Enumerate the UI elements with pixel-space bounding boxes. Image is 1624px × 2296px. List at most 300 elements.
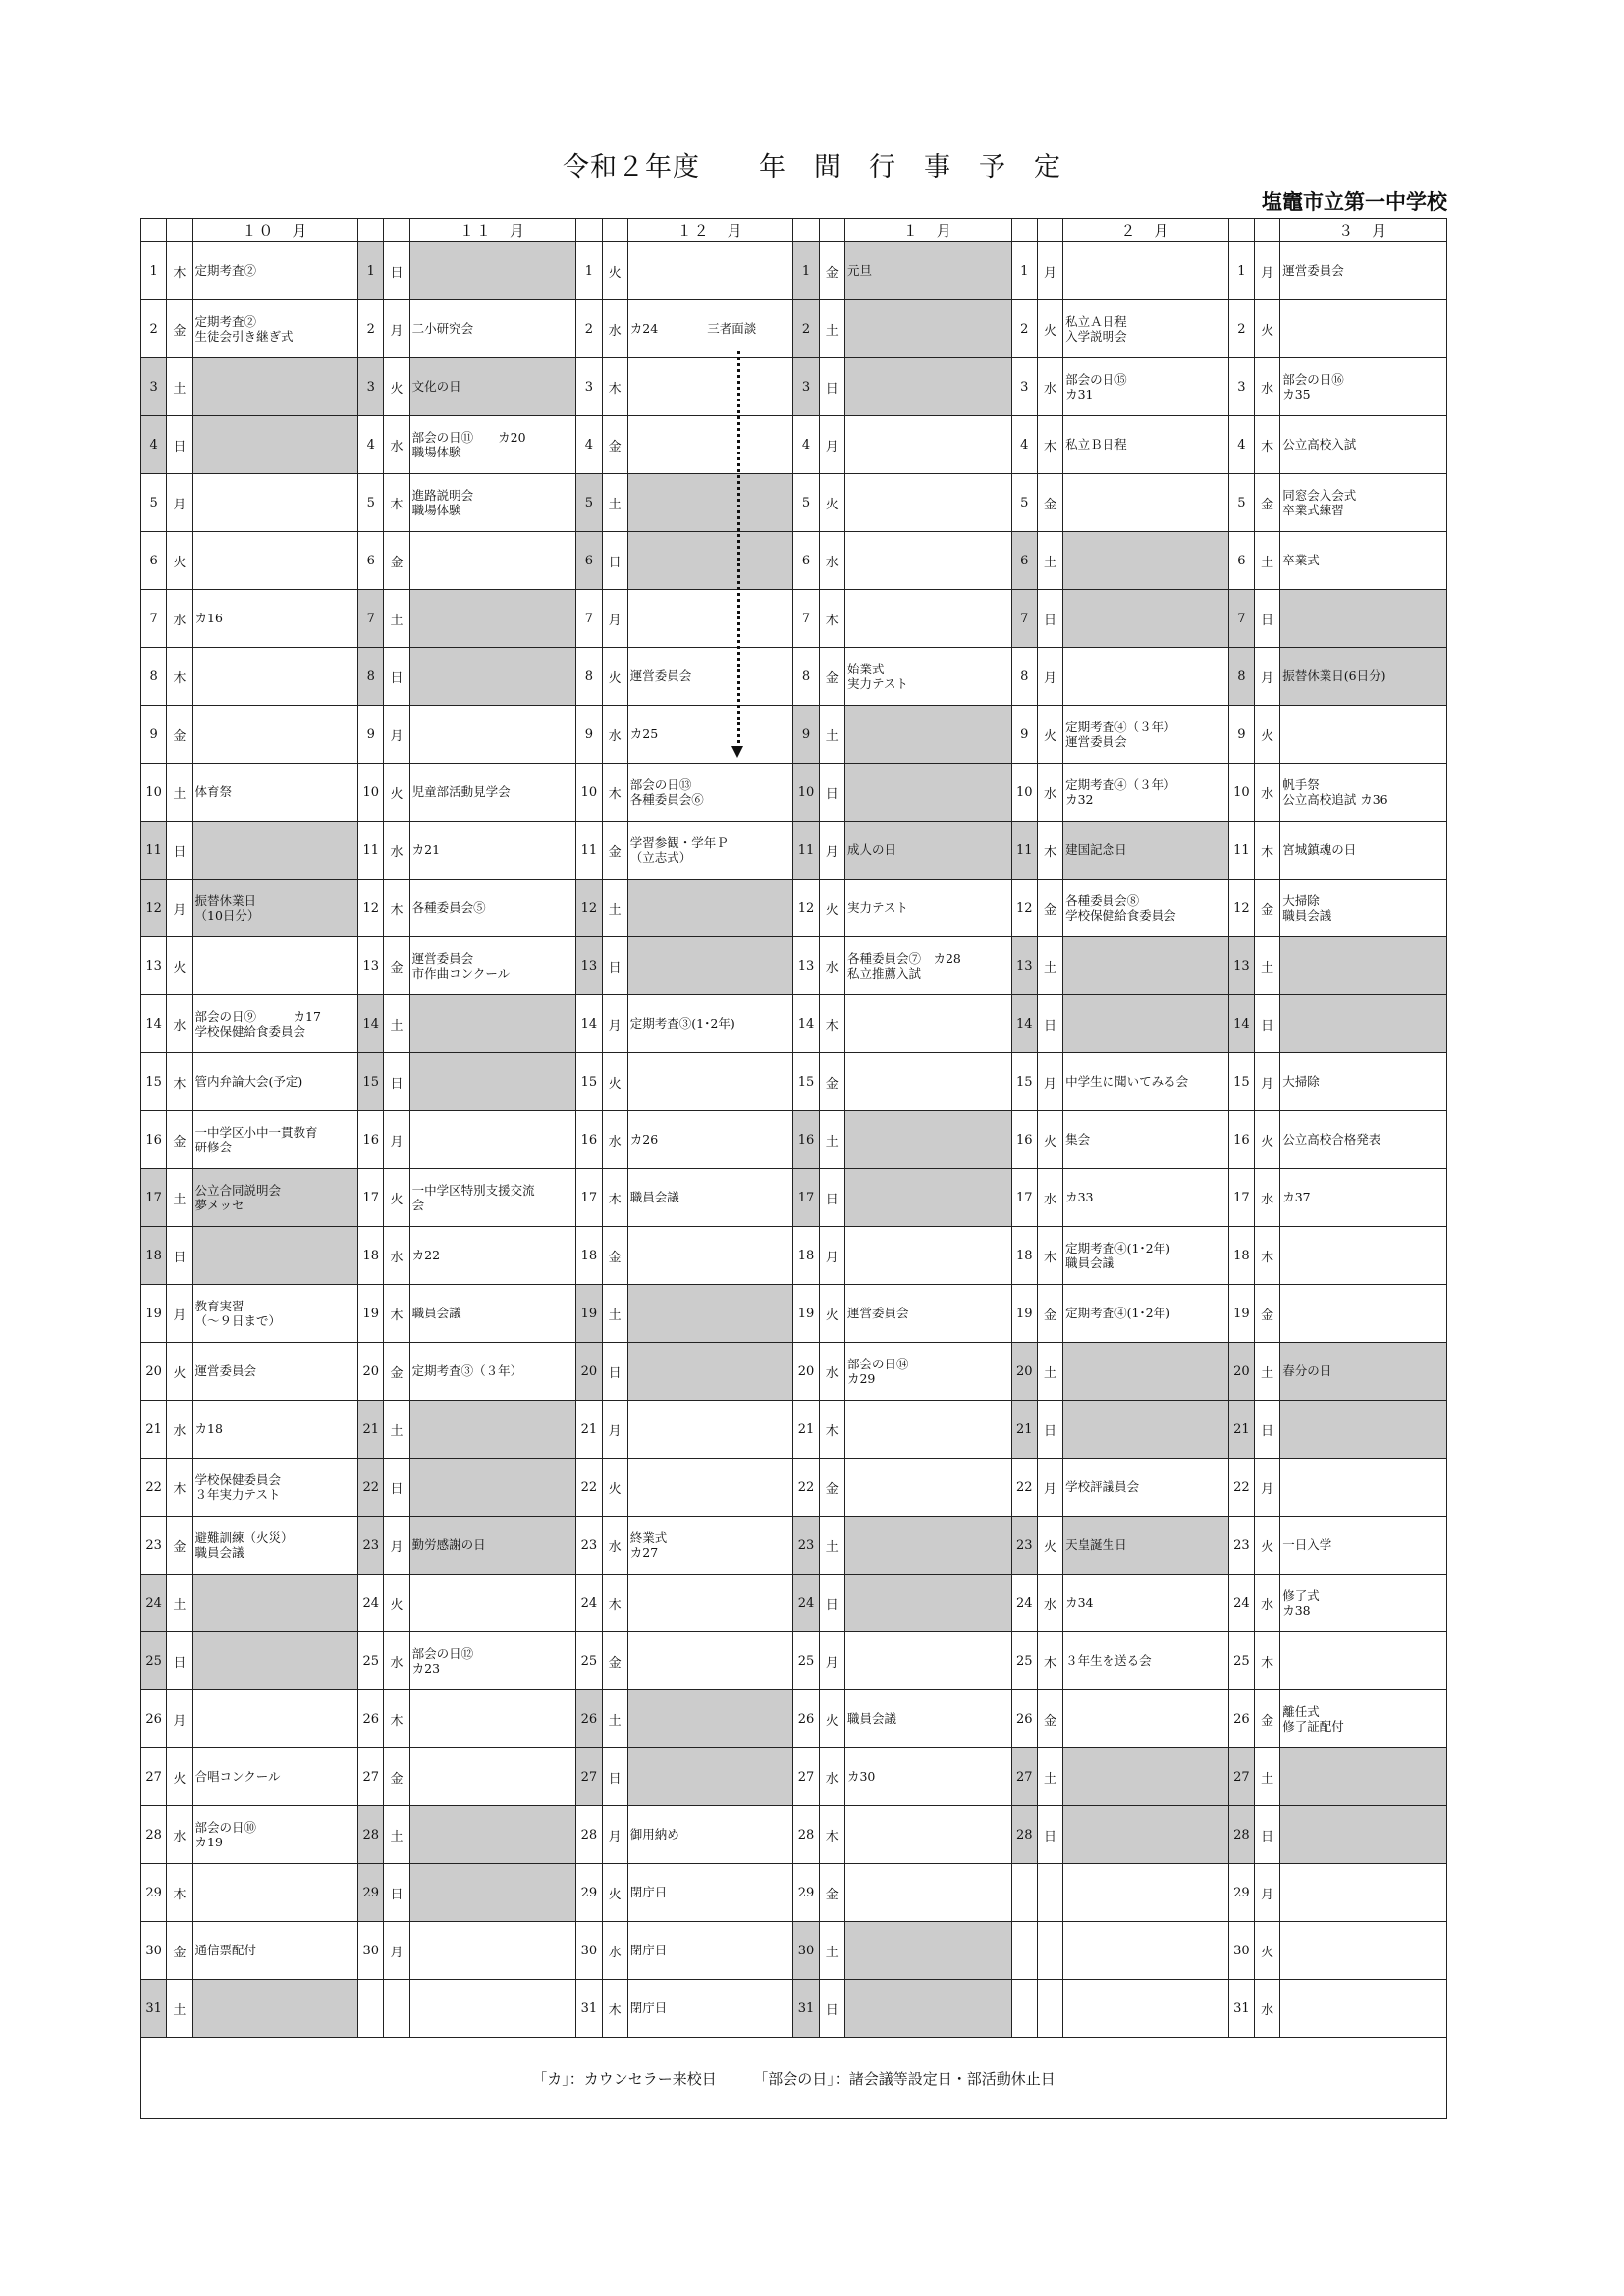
weekday: 金 [167, 300, 192, 358]
school-name: 塩竈市立第一中学校 [1262, 190, 1447, 214]
weekday: 火 [602, 1864, 627, 1922]
day-number: 19 [358, 1285, 384, 1343]
weekday: 金 [1254, 1285, 1279, 1343]
event-cell: 部会の日⑬ 各種委員会⑥ [627, 764, 793, 822]
event-cell [844, 1632, 1011, 1690]
weekday: 水 [384, 416, 409, 474]
event-cell: 宮城鎮魂の日 [1280, 822, 1447, 880]
event-cell [1063, 590, 1229, 648]
event-cell: 公立合同説明会 夢メッセ [192, 1169, 358, 1227]
event-cell [1280, 1806, 1447, 1864]
weekday: 月 [602, 1401, 627, 1459]
day-number: 3 [1228, 358, 1254, 416]
event-cell [844, 474, 1011, 532]
day-row [141, 1748, 1447, 1806]
day-number: 19 [141, 1285, 167, 1343]
event-cell [192, 822, 358, 880]
weekday: 土 [602, 880, 627, 937]
event-cell [409, 1111, 576, 1169]
event-cell: 公立高校合格発表 [1280, 1111, 1447, 1169]
weekday: 火 [602, 648, 627, 706]
day-number: 26 [793, 1690, 819, 1748]
day-number: 5 [793, 474, 819, 532]
day-number: 28 [1011, 1806, 1037, 1864]
weekday: 火 [167, 532, 192, 590]
event-cell: 同窓会入会式 卒業式練習 [1280, 474, 1447, 532]
event-cell [627, 1401, 793, 1459]
day-number: 28 [358, 1806, 384, 1864]
day-number: 29 [1228, 1864, 1254, 1922]
weekday: 月 [819, 1227, 844, 1285]
day-number: 1 [1228, 242, 1254, 300]
day-number: 20 [141, 1343, 167, 1401]
weekday: 木 [384, 1285, 409, 1343]
event-cell [409, 1575, 576, 1632]
day-number [1011, 1922, 1037, 1980]
day-number: 23 [793, 1517, 819, 1575]
day-number: 3 [1011, 358, 1037, 416]
weekday: 月 [1254, 1864, 1279, 1922]
event-cell [409, 1459, 576, 1517]
day-number: 24 [358, 1575, 384, 1632]
day-number: 6 [1011, 532, 1037, 590]
event-cell [192, 358, 358, 416]
day-number: 29 [358, 1864, 384, 1922]
weekday: 火 [819, 880, 844, 937]
weekday: 水 [384, 1632, 409, 1690]
event-cell [1063, 1980, 1229, 2038]
day-number: 12 [576, 880, 602, 937]
event-cell: 御用納め [627, 1806, 793, 1864]
header-blank [1228, 219, 1254, 242]
event-cell [844, 416, 1011, 474]
event-cell: 部会の日⑨ カ17 学校保健給食委員会 [192, 995, 358, 1053]
event-cell: 春分の日 [1280, 1343, 1447, 1401]
day-number: 30 [576, 1922, 602, 1980]
event-cell: 定期考査④（３年） カ32 [1063, 764, 1229, 822]
month-header: ３ 月 [1280, 219, 1447, 242]
day-number: 4 [1228, 416, 1254, 474]
weekday [1037, 1922, 1062, 1980]
weekday: 火 [384, 358, 409, 416]
weekday: 水 [1254, 1575, 1279, 1632]
weekday: 金 [1254, 1690, 1279, 1748]
day-number: 12 [793, 880, 819, 937]
weekday: 金 [1254, 880, 1279, 937]
day-number: 11 [358, 822, 384, 880]
day-number: 4 [576, 416, 602, 474]
event-cell: 天皇誕生日 [1063, 1517, 1229, 1575]
month-header: ２ 月 [1063, 219, 1229, 242]
weekday: 木 [167, 1864, 192, 1922]
day-number: 12 [358, 880, 384, 937]
weekday: 火 [819, 474, 844, 532]
day-number: 16 [141, 1111, 167, 1169]
weekday: 日 [1254, 1806, 1279, 1864]
weekday: 木 [1254, 822, 1279, 880]
footnote-row [141, 2038, 1447, 2119]
day-number: 9 [793, 706, 819, 764]
weekday: 水 [167, 1806, 192, 1864]
event-cell [1280, 937, 1447, 995]
event-cell: 進路説明会 職場体験 [409, 474, 576, 532]
event-cell [844, 1227, 1011, 1285]
event-cell: 閉庁日 [627, 1864, 793, 1922]
day-number: 23 [358, 1517, 384, 1575]
event-cell: 教育実習 （～９日まで） [192, 1285, 358, 1343]
day-number: 16 [793, 1111, 819, 1169]
day-number: 4 [1011, 416, 1037, 474]
weekday: 火 [384, 1575, 409, 1632]
weekday: 水 [602, 1111, 627, 1169]
weekday: 月 [167, 474, 192, 532]
event-cell: 終業式 カ27 [627, 1517, 793, 1575]
day-number: 27 [141, 1748, 167, 1806]
event-cell: 管内弁論大会(予定) [192, 1053, 358, 1111]
day-number: 1 [141, 242, 167, 300]
weekday [1037, 1864, 1062, 1922]
event-cell: カ18 [192, 1401, 358, 1459]
weekday: 月 [384, 706, 409, 764]
event-cell [1063, 474, 1229, 532]
title-year: 令和２年度 [563, 152, 700, 183]
day-number: 23 [1011, 1517, 1037, 1575]
event-cell [192, 1575, 358, 1632]
weekday: 月 [384, 1111, 409, 1169]
day-number: 19 [576, 1285, 602, 1343]
weekday: 水 [602, 706, 627, 764]
day-number: 6 [1228, 532, 1254, 590]
day-row [141, 590, 1447, 648]
event-cell: 一中学区小中一貫教育 研修会 [192, 1111, 358, 1169]
event-cell [627, 880, 793, 937]
weekday: 水 [167, 590, 192, 648]
title-main: 年 間 行 事 予 定 [759, 152, 1061, 183]
day-number [1011, 1980, 1037, 2038]
event-cell [1063, 1922, 1229, 1980]
event-cell: 各種委員会⑦ カ28 私立推薦入試 [844, 937, 1011, 995]
event-cell [1280, 1748, 1447, 1806]
day-number: 3 [358, 358, 384, 416]
day-number: 16 [576, 1111, 602, 1169]
weekday: 月 [1254, 1053, 1279, 1111]
weekday: 金 [602, 1227, 627, 1285]
weekday: 水 [1254, 764, 1279, 822]
day-number: 14 [141, 995, 167, 1053]
event-cell [1280, 1980, 1447, 2038]
day-number: 28 [793, 1806, 819, 1864]
event-cell [192, 1690, 358, 1748]
day-number: 3 [576, 358, 602, 416]
day-number: 9 [576, 706, 602, 764]
day-number: 6 [141, 532, 167, 590]
weekday: 木 [1037, 1632, 1062, 1690]
day-number: 9 [141, 706, 167, 764]
weekday: 火 [1037, 706, 1062, 764]
weekday: 日 [819, 1980, 844, 2038]
event-cell [844, 300, 1011, 358]
weekday: 火 [1037, 300, 1062, 358]
event-cell: 実力テスト [844, 880, 1011, 937]
day-number: 30 [141, 1922, 167, 1980]
day-number: 13 [576, 937, 602, 995]
event-cell: 定期考査② [192, 242, 358, 300]
weekday: 月 [1037, 648, 1062, 706]
event-cell: 合唱コンクール [192, 1748, 358, 1806]
event-cell: 定期考査④(1･2年) 職員会議 [1063, 1227, 1229, 1285]
day-number: 30 [1228, 1922, 1254, 1980]
header-blank [793, 219, 819, 242]
event-cell [627, 1748, 793, 1806]
event-cell: 二小研究会 [409, 300, 576, 358]
event-cell [1063, 1748, 1229, 1806]
day-number: 6 [576, 532, 602, 590]
event-cell [1063, 1806, 1229, 1864]
event-cell: 中学生に聞いてみる会 [1063, 1053, 1229, 1111]
event-cell: 閉庁日 [627, 1922, 793, 1980]
weekday: 木 [384, 1690, 409, 1748]
weekday: 日 [1037, 590, 1062, 648]
event-cell [627, 937, 793, 995]
day-number: 5 [1228, 474, 1254, 532]
day-number: 13 [358, 937, 384, 995]
weekday: 月 [384, 1517, 409, 1575]
day-number: 17 [358, 1169, 384, 1227]
event-cell: 一中学区特別支援交流 会 [409, 1169, 576, 1227]
weekday: 水 [602, 1517, 627, 1575]
day-number: 18 [576, 1227, 602, 1285]
day-number: 4 [358, 416, 384, 474]
day-row [141, 822, 1447, 880]
day-number: 24 [141, 1575, 167, 1632]
event-cell [627, 532, 793, 590]
weekday: 水 [1037, 358, 1062, 416]
weekday: 金 [819, 1053, 844, 1111]
weekday: 土 [602, 1690, 627, 1748]
month-header: １０ 月 [192, 219, 358, 242]
event-cell: 体育祭 [192, 764, 358, 822]
event-cell: カ30 [844, 1748, 1011, 1806]
weekday: 日 [384, 648, 409, 706]
weekday: 火 [602, 1053, 627, 1111]
event-cell: 運営委員会 [844, 1285, 1011, 1343]
day-number: 10 [1228, 764, 1254, 822]
day-number: 10 [576, 764, 602, 822]
weekday: 木 [384, 474, 409, 532]
day-number: 2 [1228, 300, 1254, 358]
day-number: 25 [576, 1632, 602, 1690]
event-cell: 学校保健委員会 ３年実力テスト [192, 1459, 358, 1517]
day-number: 28 [1228, 1806, 1254, 1864]
day-number: 27 [1228, 1748, 1254, 1806]
event-cell [409, 242, 576, 300]
day-row [141, 764, 1447, 822]
day-number: 6 [793, 532, 819, 590]
event-cell [844, 1111, 1011, 1169]
weekday: 木 [1254, 1227, 1279, 1285]
day-number: 12 [141, 880, 167, 937]
day-number: 9 [358, 706, 384, 764]
event-cell: 閉庁日 [627, 1980, 793, 2038]
weekday: 金 [167, 706, 192, 764]
event-cell [192, 416, 358, 474]
day-number: 10 [1011, 764, 1037, 822]
weekday: 火 [1037, 1111, 1062, 1169]
weekday: 木 [819, 1806, 844, 1864]
day-number: 7 [1011, 590, 1037, 648]
arrow-down-icon [731, 746, 743, 758]
day-number: 29 [576, 1864, 602, 1922]
event-cell: 成人の日 [844, 822, 1011, 880]
day-number: 31 [793, 1980, 819, 2038]
day-number: 11 [793, 822, 819, 880]
weekday: 水 [602, 1922, 627, 1980]
day-number: 27 [576, 1748, 602, 1806]
event-cell: 児童部活動見学会 [409, 764, 576, 822]
header-blank [167, 219, 192, 242]
schedule-body [141, 219, 1447, 2119]
day-number: 5 [141, 474, 167, 532]
event-cell [844, 764, 1011, 822]
day-number: 2 [141, 300, 167, 358]
day-number: 20 [358, 1343, 384, 1401]
day-number: 19 [793, 1285, 819, 1343]
event-cell [627, 1343, 793, 1401]
event-cell [844, 1517, 1011, 1575]
weekday: 土 [819, 1517, 844, 1575]
event-cell [844, 1575, 1011, 1632]
day-row [141, 1632, 1447, 1690]
event-cell: 職員会議 [627, 1169, 793, 1227]
header-blank [602, 219, 627, 242]
weekday: 月 [167, 880, 192, 937]
weekday: 日 [1254, 995, 1279, 1053]
event-cell [1280, 706, 1447, 764]
day-number: 20 [1228, 1343, 1254, 1401]
day-number: 18 [141, 1227, 167, 1285]
weekday: 日 [819, 1575, 844, 1632]
weekday: 金 [819, 1864, 844, 1922]
day-number: 31 [576, 1980, 602, 2038]
page-title [0, 145, 1624, 184]
day-number: 12 [1011, 880, 1037, 937]
day-row [141, 532, 1447, 590]
day-number: 30 [358, 1922, 384, 1980]
day-number: 27 [1011, 1748, 1037, 1806]
day-number: 31 [141, 1980, 167, 2038]
weekday: 日 [602, 532, 627, 590]
weekday: 月 [602, 1806, 627, 1864]
day-number: 7 [141, 590, 167, 648]
weekday: 水 [819, 532, 844, 590]
weekday: 金 [819, 1459, 844, 1517]
weekday: 月 [602, 590, 627, 648]
day-number: 24 [1228, 1575, 1254, 1632]
day-number: 25 [358, 1632, 384, 1690]
weekday: 日 [1037, 995, 1062, 1053]
weekday: 火 [167, 1343, 192, 1401]
event-cell: 修了式 カ38 [1280, 1575, 1447, 1632]
event-cell [1280, 1864, 1447, 1922]
header-blank [1254, 219, 1279, 242]
day-row [141, 937, 1447, 995]
event-cell: カ22 [409, 1227, 576, 1285]
event-cell [1063, 648, 1229, 706]
event-cell: 職員会議 [844, 1690, 1011, 1748]
weekday: 土 [1254, 937, 1279, 995]
day-number: 11 [1011, 822, 1037, 880]
event-cell [627, 474, 793, 532]
day-number: 11 [141, 822, 167, 880]
weekday: 火 [1037, 1517, 1062, 1575]
weekday: 土 [167, 1169, 192, 1227]
event-cell [627, 358, 793, 416]
weekday: 土 [167, 358, 192, 416]
weekday: 木 [602, 1575, 627, 1632]
event-cell [1063, 1401, 1229, 1459]
day-number: 6 [358, 532, 384, 590]
weekday: 木 [167, 242, 192, 300]
day-row [141, 1227, 1447, 1285]
event-cell: 勤労感謝の日 [409, 1517, 576, 1575]
weekday: 日 [167, 822, 192, 880]
event-cell [192, 532, 358, 590]
month-header: １ 月 [844, 219, 1011, 242]
day-number: 21 [576, 1401, 602, 1459]
day-number: 19 [1011, 1285, 1037, 1343]
day-number: 17 [141, 1169, 167, 1227]
day-number: 9 [1228, 706, 1254, 764]
day-number: 13 [1011, 937, 1037, 995]
weekday: 日 [602, 1343, 627, 1401]
event-cell [409, 706, 576, 764]
event-cell [409, 1806, 576, 1864]
weekday: 木 [602, 1169, 627, 1227]
day-row [141, 1111, 1447, 1169]
event-cell: 一日入学 [1280, 1517, 1447, 1575]
day-row [141, 1401, 1447, 1459]
weekday: 土 [602, 474, 627, 532]
weekday: 金 [602, 822, 627, 880]
weekday: 金 [819, 242, 844, 300]
day-number: 1 [793, 242, 819, 300]
event-cell [627, 1053, 793, 1111]
weekday: 金 [602, 1632, 627, 1690]
weekday: 水 [384, 822, 409, 880]
day-number: 8 [793, 648, 819, 706]
weekday: 金 [1254, 474, 1279, 532]
day-number: 22 [1228, 1459, 1254, 1517]
event-cell [627, 242, 793, 300]
event-cell: 振替休業日(6日分) [1280, 648, 1447, 706]
weekday: 木 [819, 995, 844, 1053]
header-blank [141, 219, 167, 242]
day-row [141, 1806, 1447, 1864]
event-cell [1063, 1864, 1229, 1922]
weekday: 金 [167, 1517, 192, 1575]
day-number: 22 [793, 1459, 819, 1517]
day-number: 23 [576, 1517, 602, 1575]
event-cell [192, 1980, 358, 2038]
event-cell [844, 590, 1011, 648]
day-number: 24 [576, 1575, 602, 1632]
event-cell: 定期考査② 生徒会引き継ぎ式 [192, 300, 358, 358]
weekday: 火 [1254, 706, 1279, 764]
event-cell [409, 1690, 576, 1748]
day-number: 19 [1228, 1285, 1254, 1343]
day-number: 1 [1011, 242, 1037, 300]
day-number: 26 [358, 1690, 384, 1748]
